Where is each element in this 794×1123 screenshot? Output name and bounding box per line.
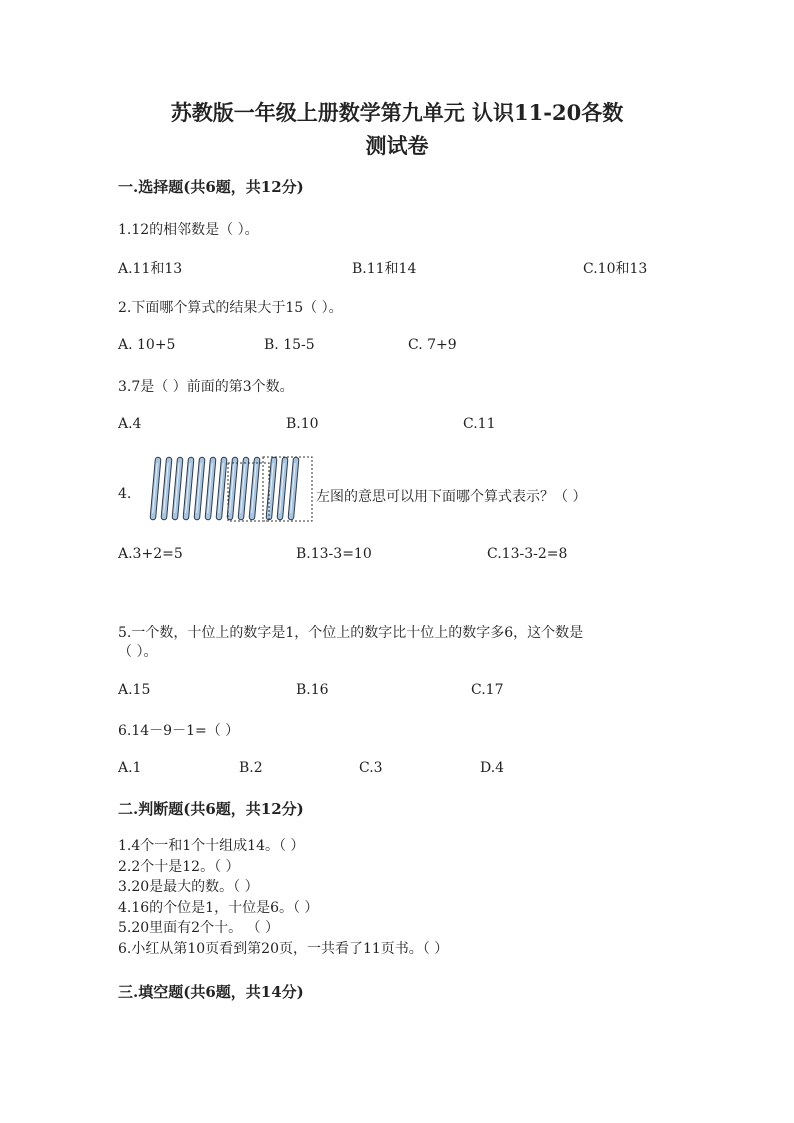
- q2-option-a: A. 10+5: [118, 337, 176, 353]
- q1-option-a: A.11和13: [118, 261, 183, 277]
- counting-stick: [280, 460, 285, 517]
- q4-option-c: C.13-3-2=8: [487, 546, 568, 562]
- judgment-item-2: 2.2个十是12。（ ）: [118, 858, 240, 875]
- judgment-item-1: 1.4个一和1个十组成14。（ ）: [118, 838, 305, 854]
- counting-stick: [219, 460, 224, 517]
- question-4-text: 左图的意思可以用下面哪个算式表示？（ ）: [316, 489, 587, 505]
- section-1-heading: 一.选择题(共6题，共12分): [118, 178, 304, 196]
- document-title: [120, 96, 674, 162]
- title-line-1: 苏教版一年级上册数学第九单元 认识11-20各数: [170, 100, 624, 125]
- q2-option-c: C. 7+9: [408, 337, 457, 353]
- question-2: 2.下面哪个算式的结果大于15（ ）。: [118, 300, 343, 316]
- question-5-line-2: （ ）。: [118, 644, 158, 660]
- q6-option-d: D.4: [480, 760, 505, 776]
- q3-option-c: C.11: [463, 416, 496, 432]
- q4-option-a: A.3+2=5: [118, 546, 183, 562]
- judgment-item-3: 3.20是最大的数。（ ）: [118, 879, 259, 895]
- q5-option-c: C.17: [471, 682, 504, 698]
- judgment-list: [118, 836, 448, 959]
- q6-option-a: A.1: [118, 760, 142, 776]
- question-4-number: 4.: [118, 486, 132, 502]
- counting-stick: [197, 460, 202, 517]
- q5-option-a: A.15: [118, 682, 151, 698]
- counting-stick: [241, 460, 246, 517]
- question-6: 6.14－9－1=（ ）: [118, 723, 240, 739]
- q1-option-c: C.10和13: [583, 261, 648, 277]
- section-2-heading: 二.判断题(共6题，共12分): [118, 800, 304, 818]
- counting-sticks-figure: [145, 455, 315, 525]
- counting-stick: [186, 460, 191, 517]
- counting-stick: [164, 460, 169, 517]
- question-1: 1.12的相邻数是（ ）。: [118, 222, 259, 238]
- counting-stick: [291, 460, 296, 517]
- q3-option-b: B.10: [286, 416, 319, 432]
- question-3: 3.7是（ ）前面的第3个数。: [118, 379, 294, 395]
- q1-option-b: B.11和14: [352, 261, 417, 277]
- counting-stick: [269, 460, 274, 517]
- q6-option-b: B.2: [239, 760, 263, 776]
- judgment-item-6: 6.小红从第10页看到第20页，一共看了11页书。（ ）: [118, 940, 449, 957]
- judgment-item-5: 5.20里面有2个十。 （ ）: [118, 920, 279, 936]
- counting-stick: [175, 460, 180, 517]
- counting-stick: [252, 460, 257, 517]
- q6-option-c: C.3: [359, 760, 383, 776]
- q3-option-a: A.4: [118, 416, 142, 432]
- title-line-2: 测试卷: [365, 133, 429, 158]
- q4-option-b: B.13-3=10: [296, 546, 372, 562]
- counting-stick: [230, 460, 235, 517]
- q2-option-b: B. 15-5: [264, 337, 315, 353]
- question-5-line-1: 5.一个数，十位上的数字是1，个位上的数字比十位上的数字多6，这个数是: [118, 625, 584, 641]
- section-3-heading: 三.填空题(共6题，共14分): [118, 983, 304, 1001]
- q5-option-b: B.16: [296, 682, 329, 698]
- counting-stick: [208, 460, 213, 517]
- judgment-item-4: 4.16的个位是1，十位是6。（ ）: [118, 899, 319, 916]
- counting-stick: [153, 460, 158, 517]
